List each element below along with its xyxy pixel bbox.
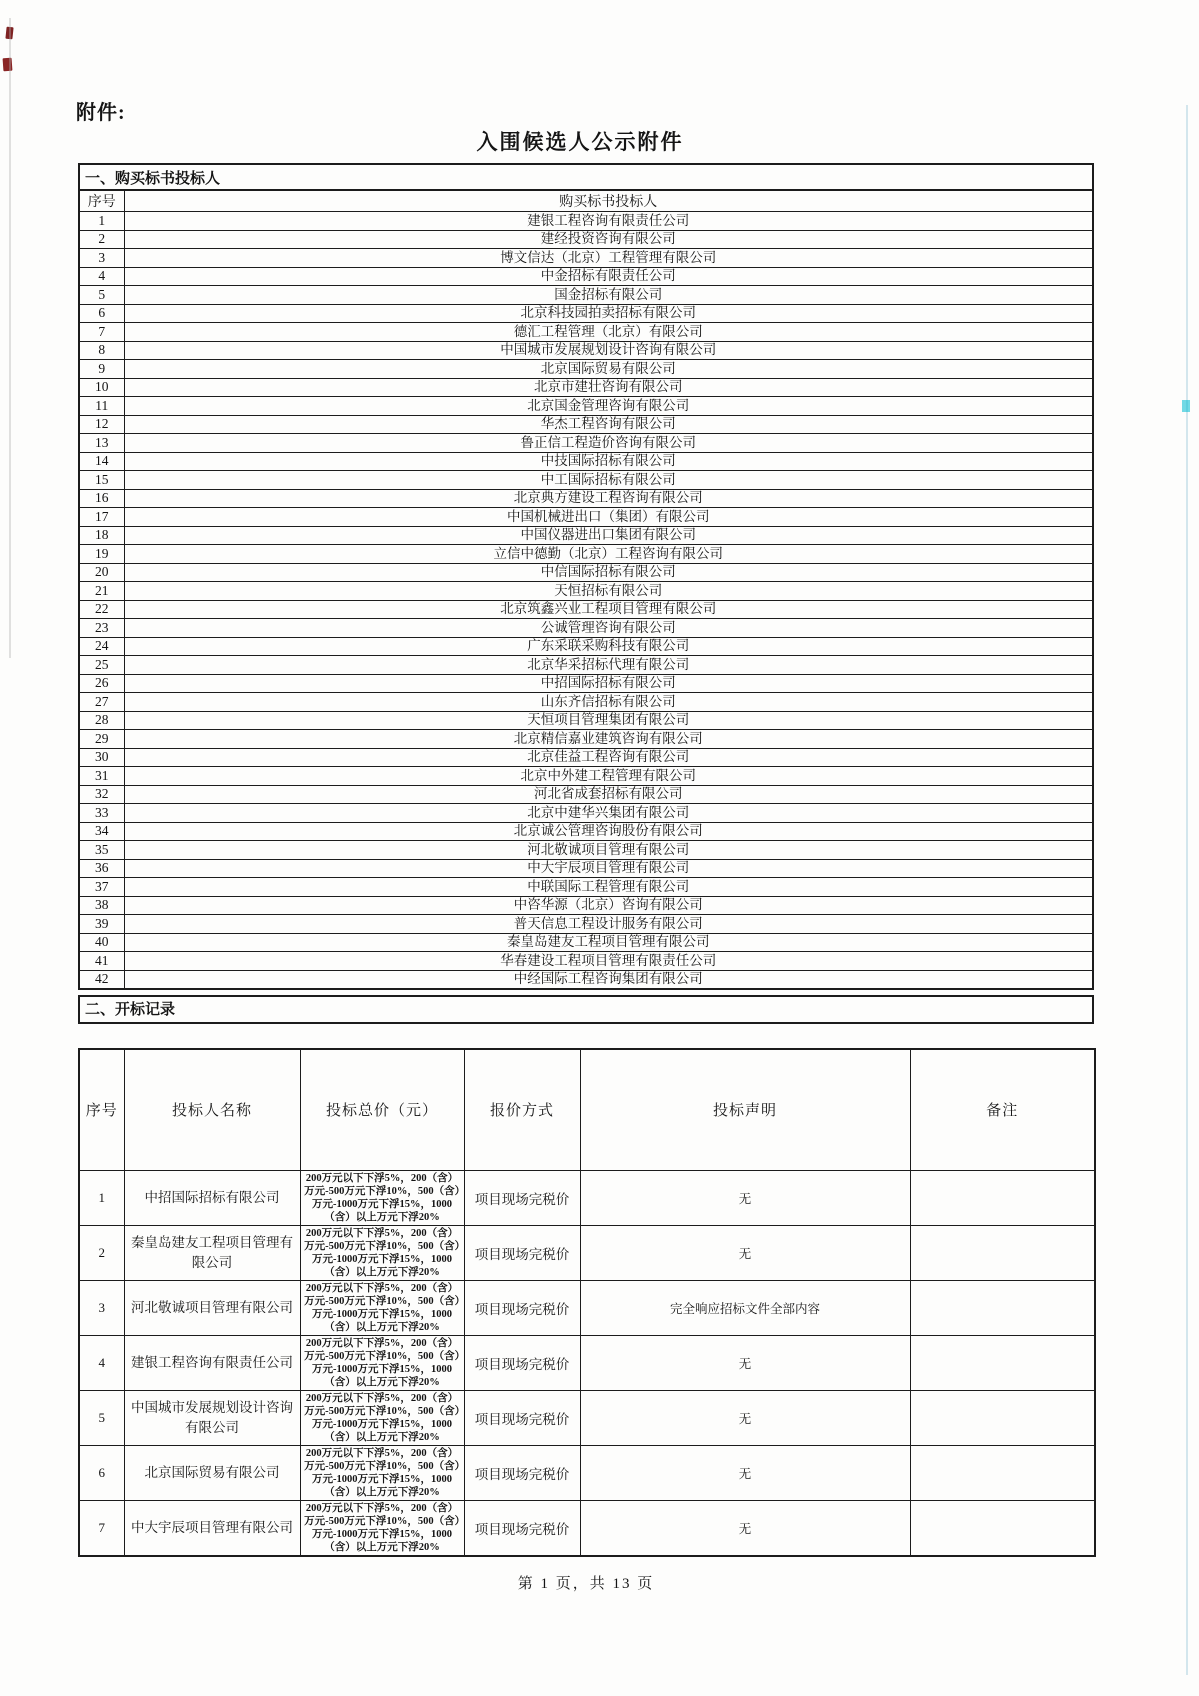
purchaser-seq: 29	[79, 730, 124, 749]
col-header-remark: 备注	[910, 1049, 1095, 1171]
purchaser-seq: 24	[79, 637, 124, 656]
bid-total-price: 200万元以下下浮5%，200（含）万元-500万元下浮10%，500（含）万元-1000万元下浮15%，1000（含）以上万元下浮20%	[300, 1281, 464, 1336]
purchaser-seq: 38	[79, 896, 124, 915]
purchaser-seq: 26	[79, 674, 124, 693]
purchasers-table	[78, 163, 1094, 990]
purchaser-name: 建银工程咨询有限责任公司	[124, 212, 1093, 231]
bid-opening-row	[79, 1501, 1095, 1557]
purchasers-table-body	[79, 212, 1093, 989]
purchaser-name: 北京中外建工程管理有限公司	[124, 767, 1093, 786]
purchaser-row	[79, 323, 1093, 342]
bid-seq: 1	[79, 1171, 124, 1226]
quote-method: 项目现场完税价	[464, 1226, 580, 1281]
quote-method: 项目现场完税价	[464, 1336, 580, 1391]
quote-method: 项目现场完税价	[464, 1501, 580, 1557]
purchaser-row	[79, 693, 1093, 712]
bid-total-price: 200万元以下下浮5%，200（含）万元-500万元下浮10%，500（含）万元-1000万元下浮15%，1000（含）以上万元下浮20%	[300, 1446, 464, 1501]
purchaser-name: 鲁正信工程造价咨询有限公司	[124, 434, 1093, 453]
purchaser-row	[79, 434, 1093, 453]
bid-seq: 5	[79, 1391, 124, 1446]
purchaser-seq: 42	[79, 970, 124, 989]
bid-opening-table	[78, 1048, 1096, 1558]
purchaser-name: 北京筑鑫兴业工程项目管理有限公司	[124, 600, 1093, 619]
bid-remark	[910, 1446, 1095, 1501]
attachment-label: 附件:	[76, 102, 126, 124]
purchaser-seq: 21	[79, 582, 124, 601]
purchaser-row	[79, 933, 1093, 952]
purchaser-row	[79, 341, 1093, 360]
purchaser-row	[79, 397, 1093, 416]
purchaser-seq: 5	[79, 286, 124, 305]
purchaser-seq: 28	[79, 711, 124, 730]
purchaser-name: 中大宇辰项目管理有限公司	[124, 859, 1093, 878]
purchaser-seq: 6	[79, 304, 124, 323]
bid-opening-table-body	[79, 1171, 1095, 1557]
quote-method: 项目现场完税价	[464, 1391, 580, 1446]
purchaser-row	[79, 286, 1093, 305]
purchaser-seq: 31	[79, 767, 124, 786]
purchaser-seq: 30	[79, 748, 124, 767]
purchaser-name: 中经国际工程咨询集团有限公司	[124, 970, 1093, 989]
bid-declaration: 完全响应招标文件全部内容	[580, 1281, 910, 1336]
bid-total-price: 200万元以下下浮5%，200（含）万元-500万元下浮10%，500（含）万元-1000万元下浮15%，1000（含）以上万元下浮20%	[300, 1171, 464, 1226]
document-content	[78, 163, 1094, 1593]
bid-total-price: 200万元以下下浮5%，200（含）万元-500万元下浮10%，500（含）万元-1000万元下浮15%，1000（含）以上万元下浮20%	[300, 1501, 464, 1557]
purchaser-row	[79, 970, 1093, 989]
purchaser-name: 华春建设工程项目管理有限责任公司	[124, 952, 1093, 971]
bid-total-price: 200万元以下下浮5%，200（含）万元-500万元下浮10%，500（含）万元-1000万元下浮15%，1000（含）以上万元下浮20%	[300, 1391, 464, 1446]
purchaser-row	[79, 471, 1093, 490]
purchaser-name: 中技国际招标有限公司	[124, 452, 1093, 471]
bid-remark	[910, 1226, 1095, 1281]
page-title: 入围候选人公示附件	[476, 130, 684, 154]
purchaser-seq: 23	[79, 619, 124, 638]
bid-remark	[910, 1281, 1095, 1336]
purchaser-row	[79, 230, 1093, 249]
purchaser-name: 公诚管理咨询有限公司	[124, 619, 1093, 638]
purchasers-section-row	[79, 164, 1093, 190]
purchaser-row	[79, 600, 1093, 619]
scan-artifact-left-line	[9, 18, 11, 658]
purchaser-seq: 41	[79, 952, 124, 971]
bid-total-price: 200万元以下下浮5%，200（含）万元-500万元下浮10%，500（含）万元-1000万元下浮15%，1000（含）以上万元下浮20%	[300, 1336, 464, 1391]
scan-artifact-right-blue-line	[1186, 105, 1188, 1675]
purchaser-row	[79, 489, 1093, 508]
purchaser-seq: 14	[79, 452, 124, 471]
purchaser-name: 华杰工程咨询有限公司	[124, 415, 1093, 434]
purchaser-seq: 11	[79, 397, 124, 416]
purchaser-row	[79, 896, 1093, 915]
purchaser-name: 天恒项目管理集团有限公司	[124, 711, 1093, 730]
purchaser-seq: 15	[79, 471, 124, 490]
purchaser-row	[79, 804, 1093, 823]
purchaser-row	[79, 767, 1093, 786]
purchaser-name: 建经投资咨询有限公司	[124, 230, 1093, 249]
bid-seq: 6	[79, 1446, 124, 1501]
quote-method: 项目现场完税价	[464, 1281, 580, 1336]
purchaser-name: 北京国际贸易有限公司	[124, 360, 1093, 379]
purchaser-row	[79, 952, 1093, 971]
bid-seq: 3	[79, 1281, 124, 1336]
col-header-total-price: 投标总价（元）	[300, 1049, 464, 1171]
purchaser-name: 山东齐信招标有限公司	[124, 693, 1093, 712]
bid-seq: 2	[79, 1226, 124, 1281]
bidder-name: 河北敬诚项目管理有限公司	[124, 1281, 300, 1336]
bid-opening-row	[79, 1446, 1095, 1501]
purchaser-name: 秦皇岛建友工程项目管理有限公司	[124, 933, 1093, 952]
purchaser-row	[79, 304, 1093, 323]
purchaser-row	[79, 619, 1093, 638]
bid-opening-row	[79, 1336, 1095, 1391]
purchaser-row	[79, 822, 1093, 841]
purchaser-name: 北京精信嘉业建筑咨询有限公司	[124, 730, 1093, 749]
purchaser-row	[79, 360, 1093, 379]
bid-declaration: 无	[580, 1226, 910, 1281]
purchaser-row	[79, 637, 1093, 656]
bid-declaration: 无	[580, 1446, 910, 1501]
purchaser-seq: 17	[79, 508, 124, 527]
purchaser-name: 中招国际招标有限公司	[124, 674, 1093, 693]
bidder-name: 北京国际贸易有限公司	[124, 1446, 300, 1501]
purchaser-seq: 25	[79, 656, 124, 675]
purchaser-name: 河北敬诚项目管理有限公司	[124, 841, 1093, 860]
purchaser-row	[79, 545, 1093, 564]
purchaser-row	[79, 915, 1093, 934]
purchaser-name: 国金招标有限公司	[124, 286, 1093, 305]
bid-opening-row	[79, 1391, 1095, 1446]
purchaser-row	[79, 582, 1093, 601]
purchaser-seq: 2	[79, 230, 124, 249]
purchaser-name: 北京中建华兴集团有限公司	[124, 804, 1093, 823]
purchaser-seq: 40	[79, 933, 124, 952]
purchaser-seq: 8	[79, 341, 124, 360]
purchaser-name: 广东采联采购科技有限公司	[124, 637, 1093, 656]
purchaser-row	[79, 785, 1093, 804]
bid-remark	[910, 1391, 1095, 1446]
purchaser-name: 立信中德勤（北京）工程咨询有限公司	[124, 545, 1093, 564]
scan-artifact-cyan-dash	[1182, 400, 1190, 412]
bid-opening-row	[79, 1171, 1095, 1226]
purchaser-row	[79, 452, 1093, 471]
bidder-name: 秦皇岛建友工程项目管理有限公司	[124, 1226, 300, 1281]
bid-declaration: 无	[580, 1501, 910, 1557]
bid-remark	[910, 1501, 1095, 1557]
bid-seq: 7	[79, 1501, 124, 1557]
purchaser-name: 北京科技园拍卖招标有限公司	[124, 304, 1093, 323]
purchaser-row	[79, 859, 1093, 878]
purchaser-row	[79, 267, 1093, 286]
bid-seq: 4	[79, 1336, 124, 1391]
purchaser-seq: 27	[79, 693, 124, 712]
purchaser-name: 普天信息工程设计服务有限公司	[124, 915, 1093, 934]
bid-declaration: 无	[580, 1171, 910, 1226]
purchaser-row	[79, 212, 1093, 231]
purchaser-seq: 7	[79, 323, 124, 342]
purchasers-section-title: 一、购买标书投标人	[79, 164, 1093, 190]
bid-declaration: 无	[580, 1336, 910, 1391]
purchaser-row	[79, 526, 1093, 545]
purchaser-name: 中联国际工程管理有限公司	[124, 878, 1093, 897]
col-header-purchaser: 购买标书投标人	[124, 190, 1093, 212]
quote-method: 项目现场完税价	[464, 1446, 580, 1501]
bidder-name: 中大宇辰项目管理有限公司	[124, 1501, 300, 1557]
purchaser-row	[79, 711, 1093, 730]
purchaser-name: 北京国金管理咨询有限公司	[124, 397, 1093, 416]
purchaser-name: 博文信达（北京）工程管理有限公司	[124, 249, 1093, 268]
purchaser-seq: 35	[79, 841, 124, 860]
purchaser-row	[79, 508, 1093, 527]
purchaser-seq: 39	[79, 915, 124, 934]
bidder-name: 中国城市发展规划设计咨询有限公司	[124, 1391, 300, 1446]
page-number: 第 1 页，共 13 页	[517, 1576, 655, 1592]
purchaser-row	[79, 841, 1093, 860]
purchaser-seq: 16	[79, 489, 124, 508]
col-header-declaration: 投标声明	[580, 1049, 910, 1171]
purchaser-seq: 34	[79, 822, 124, 841]
col-header-seq2: 序号	[79, 1049, 124, 1171]
purchaser-name: 天恒招标有限公司	[124, 582, 1093, 601]
purchaser-row	[79, 563, 1093, 582]
purchaser-name: 北京典方建设工程咨询有限公司	[124, 489, 1093, 508]
bid-opening-row	[79, 1281, 1095, 1336]
purchasers-header-row	[79, 190, 1093, 212]
purchaser-row	[79, 249, 1093, 268]
bid-opening-header-row	[79, 1049, 1095, 1171]
purchaser-name: 中国仪器进出口集团有限公司	[124, 526, 1093, 545]
purchaser-row	[79, 378, 1093, 397]
purchaser-seq: 19	[79, 545, 124, 564]
purchaser-name: 北京诚公管理咨询股份有限公司	[124, 822, 1093, 841]
purchaser-seq: 33	[79, 804, 124, 823]
bid-remark	[910, 1171, 1095, 1226]
purchaser-row	[79, 730, 1093, 749]
purchaser-name: 中国机械进出口（集团）有限公司	[124, 508, 1093, 527]
bidder-name: 中招国际招标有限公司	[124, 1171, 300, 1226]
bid-opening-section-title: 二、开标记录	[78, 995, 1094, 1024]
purchaser-name: 中国城市发展规划设计咨询有限公司	[124, 341, 1093, 360]
purchaser-row	[79, 878, 1093, 897]
purchaser-seq: 18	[79, 526, 124, 545]
purchaser-name: 北京佳益工程咨询有限公司	[124, 748, 1093, 767]
col-header-bidder: 投标人名称	[124, 1049, 300, 1171]
purchaser-seq: 4	[79, 267, 124, 286]
bid-remark	[910, 1336, 1095, 1391]
purchaser-name: 中信国际招标有限公司	[124, 563, 1093, 582]
purchaser-seq: 20	[79, 563, 124, 582]
purchaser-name: 德汇工程管理（北京）有限公司	[124, 323, 1093, 342]
col-header-quote-method: 报价方式	[464, 1049, 580, 1171]
purchaser-seq: 3	[79, 249, 124, 268]
purchaser-name: 北京市建壮咨询有限公司	[124, 378, 1093, 397]
quote-method: 项目现场完税价	[464, 1171, 580, 1226]
purchaser-name: 中金招标有限责任公司	[124, 267, 1093, 286]
bid-total-price: 200万元以下下浮5%，200（含）万元-500万元下浮10%，500（含）万元-1000万元下浮15%，1000（含）以上万元下浮20%	[300, 1226, 464, 1281]
purchaser-name: 中工国际招标有限公司	[124, 471, 1093, 490]
purchaser-seq: 9	[79, 360, 124, 379]
col-header-seq: 序号	[79, 190, 124, 212]
purchaser-seq: 12	[79, 415, 124, 434]
purchaser-seq: 22	[79, 600, 124, 619]
purchaser-row	[79, 748, 1093, 767]
purchaser-seq: 32	[79, 785, 124, 804]
purchaser-seq: 10	[79, 378, 124, 397]
purchaser-row	[79, 674, 1093, 693]
purchaser-seq: 1	[79, 212, 124, 231]
purchaser-name: 河北省成套招标有限公司	[124, 785, 1093, 804]
purchaser-row	[79, 656, 1093, 675]
bid-opening-row	[79, 1226, 1095, 1281]
bid-declaration: 无	[580, 1391, 910, 1446]
purchaser-name: 中咨华源（北京）咨询有限公司	[124, 896, 1093, 915]
purchaser-seq: 13	[79, 434, 124, 453]
purchaser-name: 北京华采招标代理有限公司	[124, 656, 1093, 675]
bidder-name: 建银工程咨询有限责任公司	[124, 1336, 300, 1391]
purchaser-row	[79, 415, 1093, 434]
purchaser-seq: 37	[79, 878, 124, 897]
purchaser-seq: 36	[79, 859, 124, 878]
